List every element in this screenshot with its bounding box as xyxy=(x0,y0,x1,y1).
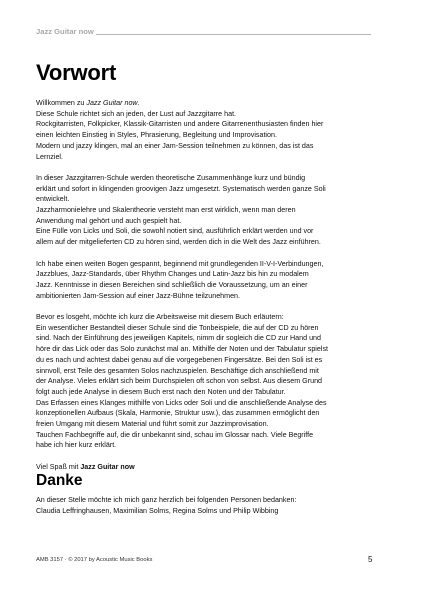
text-line: Modern und jazzy klingen, mal an einer Jam-Session teilnehmen zu können, das ist das xyxy=(36,141,314,150)
closing-line xyxy=(36,462,376,473)
text-line: Das Erfassen eines Klanges mithilfe von Licks oder Soli und die anschließende Analyse des xyxy=(36,398,327,407)
foreword-body xyxy=(36,98,376,483)
text-line: Rockgitarristen, Folkpicker, Klassik-Gitarristen und andere Gitarrenenthusiasten finden hier xyxy=(36,120,324,129)
text-line: einen leichten Einstieg in Styles, Phrasierung, Begleitung und Improvisation. xyxy=(36,131,277,140)
text-line: höre dir das Lick oder das Solo zunächst mal an. Mithilfe der Noten und der Tabulatur spielst xyxy=(36,345,329,354)
text-line: sind. Nach der Einführung des jeweiligen Kapitels, nimm dir sogleich die CD zur Hand und xyxy=(36,334,321,343)
text-line: Ein wesentlicher Bestandteil dieser Schule sind die Tonbeispiele, die auf der CD zu hören xyxy=(36,323,319,332)
text-line: sinnvoll, erst Teile des gesamten Solos nachzuspielen. Beschäftige dich anschließend mit xyxy=(36,366,319,375)
page-title: Vorwort xyxy=(36,60,117,85)
text-line: Jazz. Kenntnisse in diesen Bereichen sind schließlich die Voraussetzung, um an einer xyxy=(36,280,308,289)
page-number: 5 xyxy=(368,555,373,564)
running-header xyxy=(36,27,371,36)
text-line: konzeptionellen Aufbaus (Skala, Harmonie, Struktur usw.), das zusammen ermöglicht den xyxy=(36,409,320,418)
text-line: Jazzharmonielehre und Skalentheorie versteht man erst wirklich, wenn man deren xyxy=(36,206,296,215)
text-line: Bevor es losgeht, möchte ich kurz die Arbeitsweise mit diesem Buch erläutern: xyxy=(36,313,284,322)
danke-heading: Danke xyxy=(36,472,83,489)
header-rule xyxy=(96,34,371,35)
text-line: erklärt und sofort in klingenden groovigen Jazz umgesetzt. Systematisch werden ganze Soli xyxy=(36,184,326,193)
text-line: Lernziel. xyxy=(36,152,63,161)
footer-copyright: AMB 3157 · © 2017 by Acoustic Music Books xyxy=(36,557,153,563)
text-line: habe ich hier kurz erklärt. xyxy=(36,441,117,450)
text-line: Diese Schule richtet sich an jeden, der Lust auf Jazzgitarre hat. xyxy=(36,109,237,118)
text-line: An dieser Stelle möchte ich mich ganz herzlich bei folgenden Personen bedanken: xyxy=(36,496,297,504)
text-line: du es nach und achtest dabei genau auf die vorgegebenen Fingersätze. Bei den Soli ist es xyxy=(36,355,323,364)
text-line: Eine Fülle von Licks und Soli, die sowohl notiert sind, ausführlich erklärt werden und vor xyxy=(36,227,314,236)
closing-book-title: Jazz Guitar now xyxy=(80,462,135,471)
text-line: entwickelt. xyxy=(36,195,70,204)
text-line: Ich habe einen weiten Bogen gespannt, beginnend mit grundlegenden II-V-I-Verbindungen, xyxy=(36,259,324,268)
text-line: In dieser Jazzgitarren-Schule werden theoretische Zusammenhänge kurz und bündig xyxy=(36,173,306,182)
greeting-prefix: Willkommen zu xyxy=(36,99,87,107)
running-title: Jazz Guitar now xyxy=(36,27,94,36)
paragraph-4 xyxy=(36,312,376,451)
text-line: Tauchen Fachbegriffe auf, die dir unbekannt sind, schau im Glossar nach. Viele Begriffe xyxy=(36,430,314,439)
text-line: Jazzblues, Jazz-Standards, über Rhythm Changes und Latin-Jazz bis hin zu modalem xyxy=(36,270,309,279)
closing-paragraph xyxy=(36,462,376,473)
text-line: allem auf der mitgelieferten CD zu hören sind, werden dich in die Welt des Jazz einführen. xyxy=(36,238,321,247)
paragraph-2 xyxy=(36,173,376,248)
paragraph-3 xyxy=(36,259,376,302)
text-line: Claudia Leffringhausen, Maximilian Solms, Regina Solms und Philip Wibbing xyxy=(36,506,279,515)
greeting-line xyxy=(36,98,376,109)
text-line: freien Umgang mit diesem Material und führt somit zur Jazzimprovisation. xyxy=(36,420,269,429)
greeting-suffix: . xyxy=(137,99,140,107)
greeting-book-title: Jazz Guitar now xyxy=(86,99,138,107)
text-line: der Analyse. Vieles erklärt sich beim Durchspielen oft schon von selbst. Aus diesem Grund xyxy=(36,377,323,386)
danke-body xyxy=(36,495,376,516)
text-line: folgt auch jede Analyse in diesem Buch erst nach den Noten und der Tabulatur. xyxy=(36,387,286,396)
closing-prefix: Viel Spaß mit xyxy=(36,462,81,471)
text-line: Anwendung mal gehört und auch gespielt hat. xyxy=(36,216,182,225)
text-line: ambitionierten Jam-Session auf einer Jazz-Bühne teilzunehmen. xyxy=(36,291,241,300)
intro-paragraph xyxy=(36,98,376,162)
